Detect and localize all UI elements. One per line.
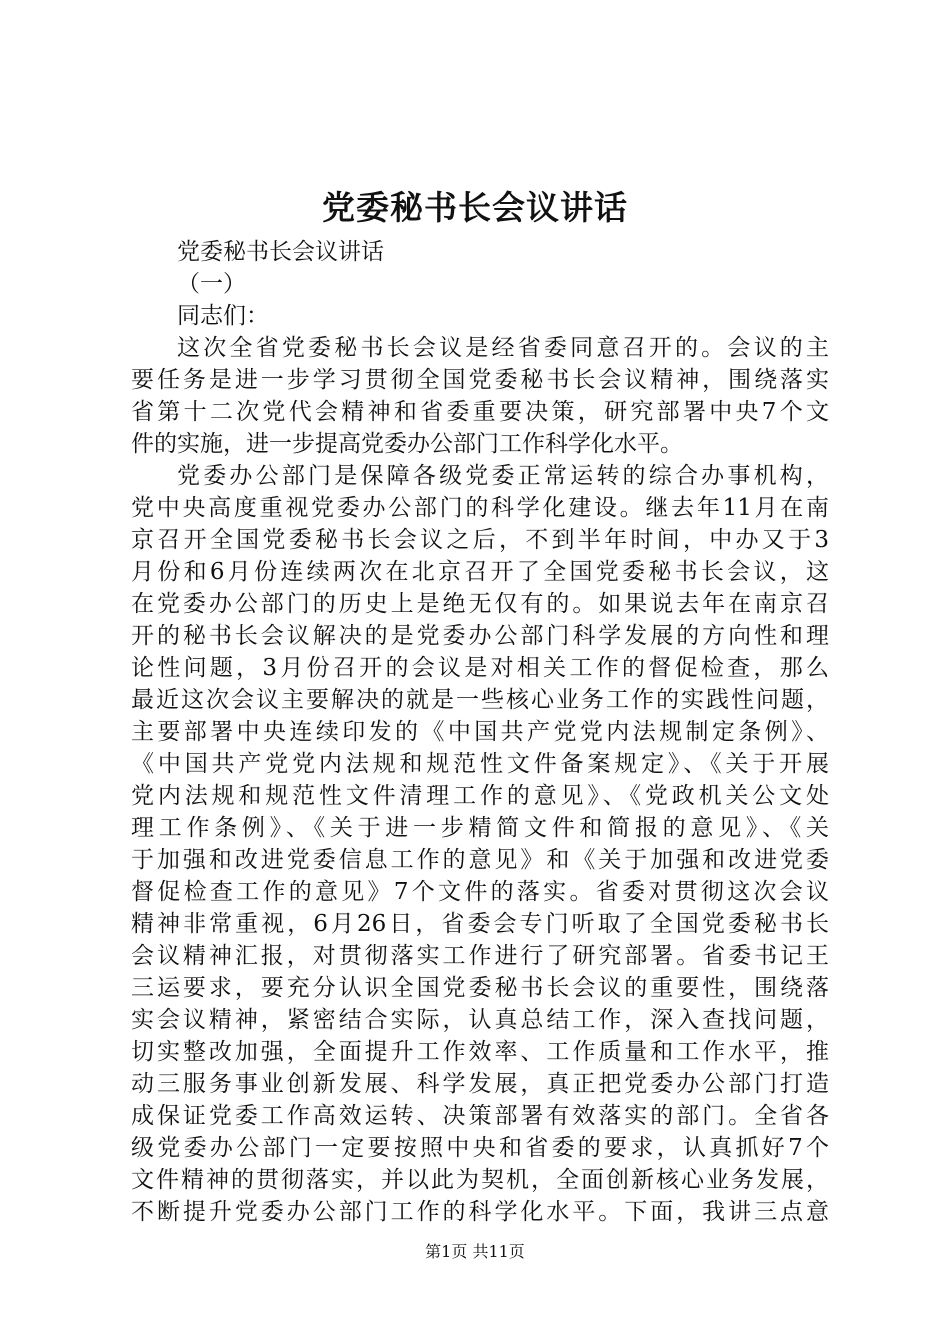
paragraph-line: 成保证党委工作高效运转、决策部署有效落实的部门。全省各	[131, 1103, 829, 1129]
paragraph-line: 省第十二次党代会精神和省委重要决策，研究部署中央7个文	[131, 399, 829, 425]
paragraph-line: 最近这次会议主要解决的就是一些核心业务工作的实践性问题，	[131, 687, 829, 713]
paragraph-line: 党委办公部门是保障各级党委正常运转的综合办事机构，	[177, 463, 829, 489]
paragraph-line: 这次全省党委秘书长会议是经省委同意召开的。会议的主	[177, 335, 829, 361]
paragraph-line: 论性问题，3月份召开的会议是对相关工作的督促检查，那么	[131, 655, 829, 681]
salutation: 同志们：	[177, 303, 269, 329]
paragraph-line: 党内法规和规范性文件清理工作的意见》、《党政机关公文处	[131, 783, 829, 809]
paragraph-line: 主要部署中央连续印发的《中国共产党党内法规制定条例》、	[131, 719, 829, 745]
paragraph-line: 于加强和改进党委信息工作的意见》和《关于加强和改进党委	[131, 847, 829, 873]
paragraph-line: 动三服务事业创新发展、科学发展，真正把党委办公部门打造	[131, 1071, 829, 1097]
paragraph-line: 党中央高度重视党委办公部门的科学化建设。继去年11月在南	[131, 495, 829, 521]
paragraph-line: 在党委办公部门的历史上是绝无仅有的。如果说去年在南京召	[131, 591, 829, 617]
paragraph-line: 文件精神的贯彻落实，并以此为契机，全面创新核心业务发展，	[131, 1167, 829, 1193]
paragraph-line: 要任务是进一步学习贯彻全国党委秘书长会议精神，围绕落实	[131, 367, 829, 393]
document-title: 党委秘书长会议讲话	[322, 188, 628, 227]
paragraph-line: 精神非常重视，6月26日，省委会专门听取了全国党委秘书长	[131, 911, 829, 937]
document-body	[131, 236, 829, 1228]
paragraph-line: 会议精神汇报，对贯彻落实工作进行了研究部署。省委书记王	[131, 943, 829, 969]
paragraph-line: 三运要求，要充分认识全国党委秘书长会议的重要性，围绕落	[131, 975, 829, 1001]
paragraph-line: 件的实施，进一步提高党委办公部门工作科学化水平。	[131, 431, 683, 457]
document-subtitle: 党委秘书长会议讲话	[177, 239, 384, 265]
paragraph-line: 理工作条例》、《关于进一步精简文件和简报的意见》、《关	[131, 815, 829, 841]
page-footer: 第1页 共11页	[425, 1242, 525, 1261]
paragraph-line: 《中国共产党党内法规和规范性文件备案规定》、《关于开展	[131, 751, 829, 777]
paragraph-line: 月份和6月份连续两次在北京召开了全国党委秘书长会议，这	[131, 559, 829, 585]
paragraph-line: 京召开全国党委秘书长会议之后，不到半年时间，中办又于3	[131, 527, 829, 553]
paragraph-line: 督促检查工作的意见》7个文件的落实。省委对贯彻这次会议	[131, 879, 829, 905]
paragraph-line: 切实整改加强，全面提升工作效率、工作质量和工作水平，推	[131, 1039, 829, 1065]
paragraph-line: 开的秘书长会议解决的是党委办公部门科学发展的方向性和理	[131, 623, 829, 649]
paragraph-line: 不断提升党委办公部门工作的科学化水平。下面，我讲三点意	[131, 1199, 829, 1225]
paragraph-line: 级党委办公部门一定要按照中央和省委的要求，认真抓好7个	[131, 1135, 829, 1161]
section-marker: （一）	[177, 271, 246, 297]
paragraph-line: 实会议精神，紧密结合实际，认真总结工作，深入查找问题，	[131, 1007, 829, 1033]
